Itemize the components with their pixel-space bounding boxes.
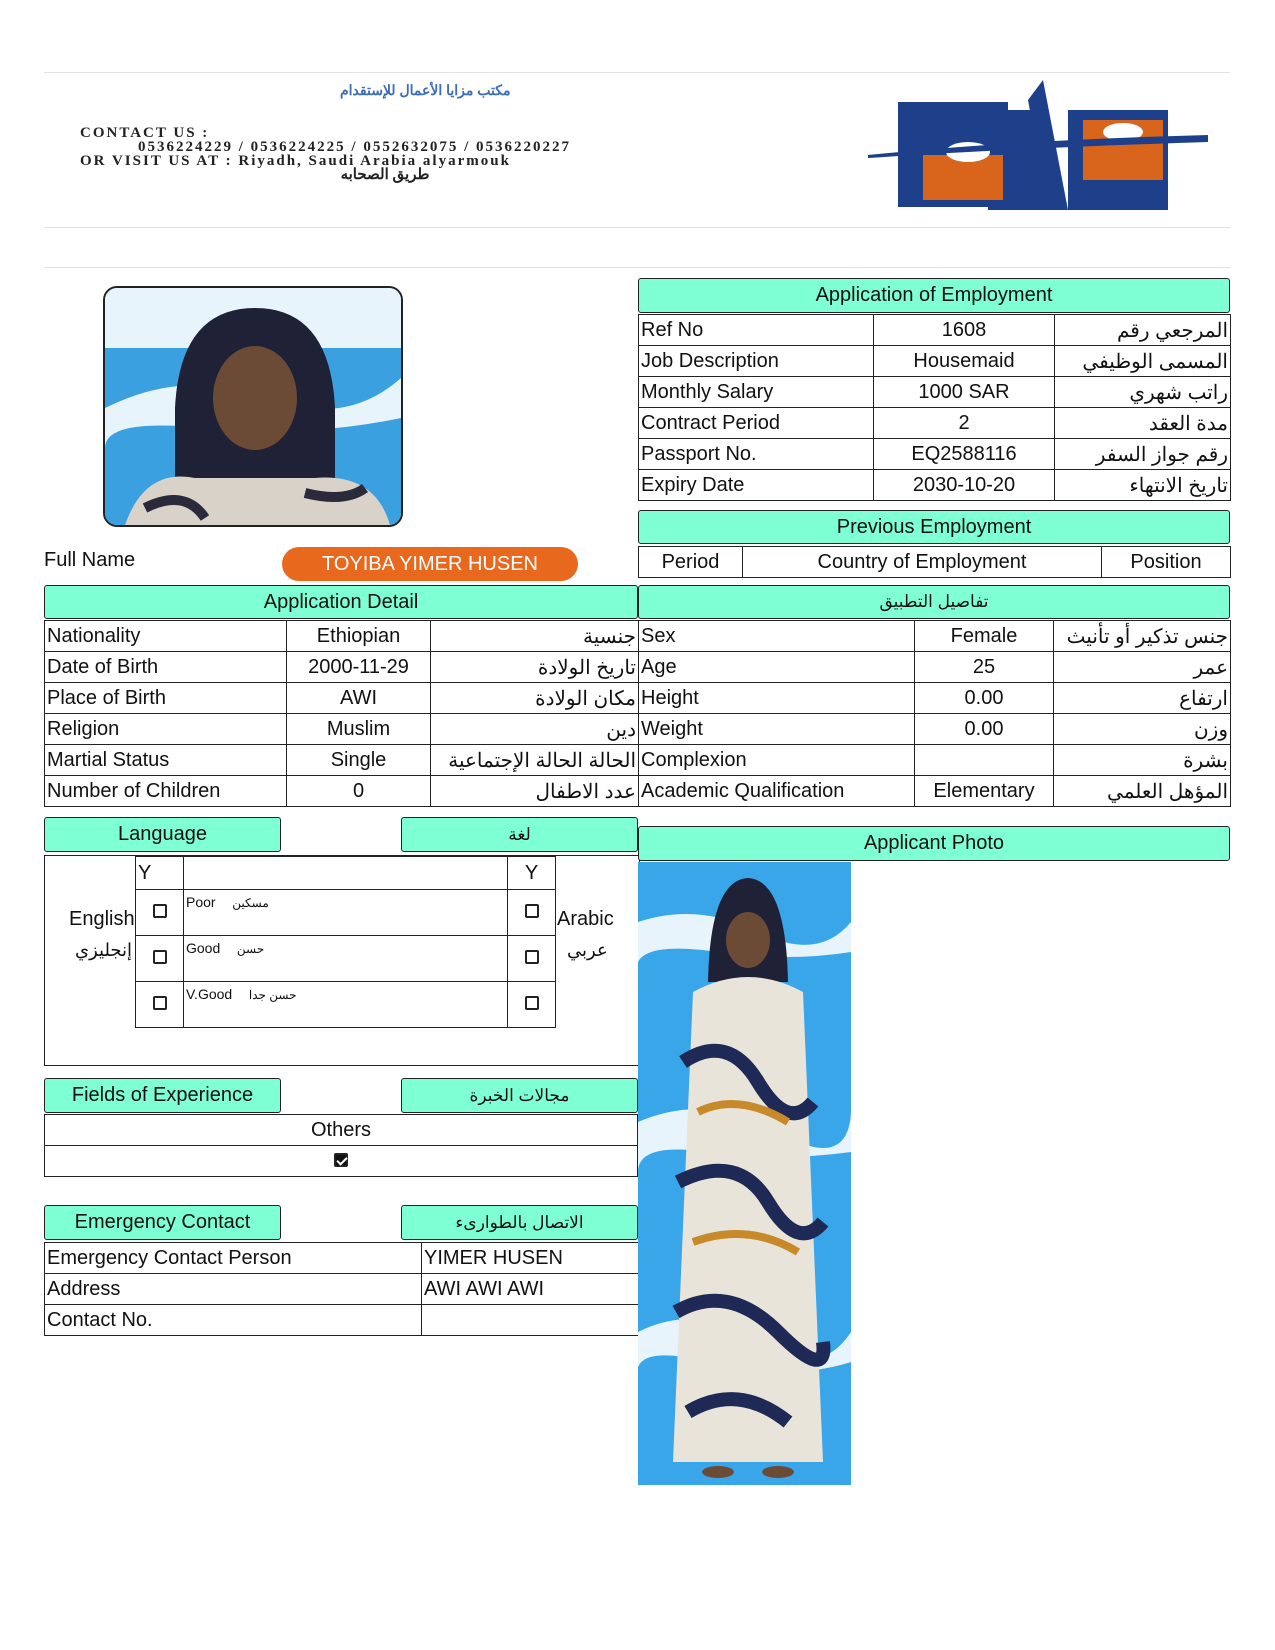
detail-ar-value: 0.00 — [915, 714, 1054, 745]
emergency-row — [45, 1243, 639, 1274]
detail-ar-row — [639, 652, 1231, 683]
employment-value: 2 — [874, 408, 1055, 439]
employment-ar: تاريخ الانتهاء — [1055, 470, 1231, 501]
application-detail-header: Application Detail — [44, 585, 638, 619]
level-good: Good — [186, 940, 221, 956]
applicant-photo-header: Applicant Photo — [638, 826, 1230, 861]
contact-line-1: CONTACT US : — [80, 125, 210, 141]
detail-ar: دين — [431, 714, 639, 745]
col-country: Country of Employment — [743, 547, 1102, 578]
employment-value: 2030-10-20 — [874, 470, 1055, 501]
detail-ar-ar: المؤهل العلمي — [1054, 776, 1231, 807]
english-label-ar: إنجليزي — [75, 940, 133, 960]
application-detail-ar-table — [638, 620, 1231, 807]
detail-row — [45, 621, 639, 652]
emergency-value: YIMER HUSEN — [422, 1243, 639, 1274]
detail-row — [45, 652, 639, 683]
detail-row — [45, 776, 639, 807]
detail-en: Religion — [45, 714, 287, 745]
detail-ar-ar: بشرة — [1054, 745, 1231, 776]
emergency-value — [422, 1305, 639, 1336]
employment-en: Job Description — [639, 346, 874, 377]
detail-value: Muslim — [287, 714, 431, 745]
col-period: Period — [639, 547, 743, 578]
detail-value: Single — [287, 745, 431, 776]
full-name-value: TOYIBA YIMER HUSEN — [282, 547, 578, 581]
detail-ar: مكان الولادة — [431, 683, 639, 714]
detail-ar-value: Elementary — [915, 776, 1054, 807]
level-vgood: V.Good — [186, 986, 233, 1002]
employment-value: EQ2588116 — [874, 439, 1055, 470]
employment-en: Contract Period — [639, 408, 874, 439]
detail-ar: جنسية — [431, 621, 639, 652]
english-poor-checkbox[interactable] — [153, 904, 167, 918]
language-table — [135, 856, 556, 1028]
applicant-full-photo — [638, 862, 851, 1485]
contact-block — [80, 126, 690, 182]
employment-row — [639, 315, 1231, 346]
detail-row — [45, 683, 639, 714]
experience-field: Others — [45, 1115, 638, 1146]
detail-ar-en: Complexion — [639, 745, 915, 776]
detail-ar-row — [639, 776, 1231, 807]
emergency-label: Emergency Contact Person — [45, 1243, 422, 1274]
detail-en: Martial Status — [45, 745, 287, 776]
level-good-ar: حسن — [236, 942, 265, 956]
language-header: Language — [44, 817, 281, 852]
employment-value: 1608 — [874, 315, 1055, 346]
experience-header: Fields of Experience — [44, 1078, 281, 1113]
contact-address: OR VISIT US AT : Riyadh, Saudi Arabia alyarmouk — [80, 153, 511, 169]
emergency-row — [45, 1274, 639, 1305]
detail-value: AWI — [287, 683, 431, 714]
application-detail-ar-header: تفاصيل التطبيق — [638, 585, 1230, 619]
employment-en: Ref No — [639, 315, 874, 346]
employment-ar: المسمى الوظيفي — [1055, 346, 1231, 377]
detail-ar-value: 25 — [915, 652, 1054, 683]
experience-header-ar: مجالات الخبرة — [401, 1078, 638, 1113]
employment-row — [639, 470, 1231, 501]
detail-ar-row — [639, 745, 1231, 776]
emergency-header-ar: الاتصال بالطوارىء — [401, 1205, 638, 1240]
detail-ar-en: Height — [639, 683, 915, 714]
arabic-y-header: Y — [508, 857, 556, 890]
detail-ar-row — [639, 621, 1231, 652]
level-poor-ar: مسكين — [232, 896, 269, 910]
employment-value: Housemaid — [874, 346, 1055, 377]
employment-table — [638, 314, 1231, 501]
experience-table — [44, 1114, 638, 1177]
contact-phones: 0536224229 / 0536224225 / 0552632075 / 0536220227 — [138, 139, 572, 155]
detail-value: Ethiopian — [287, 621, 431, 652]
detail-value: 2000-11-29 — [287, 652, 431, 683]
contact-address-ar: طريق الصحابه — [340, 167, 430, 183]
employment-value: 1000 SAR — [874, 377, 1055, 408]
office-name-arabic: مكتب مزايا الأعمال للإستقدام — [340, 82, 511, 98]
english-label: English — [69, 908, 135, 930]
employment-en: Passport No. — [639, 439, 874, 470]
detail-en: Place of Birth — [45, 683, 287, 714]
detail-ar-value: Female — [915, 621, 1054, 652]
employment-en: Monthly Salary — [639, 377, 874, 408]
emergency-header: Emergency Contact — [44, 1205, 281, 1240]
employment-ar: المرجعي رقم — [1055, 315, 1231, 346]
col-position: Position — [1102, 547, 1231, 578]
detail-en: Nationality — [45, 621, 287, 652]
detail-row — [45, 745, 639, 776]
arabic-poor-checkbox[interactable] — [525, 904, 539, 918]
employment-row — [639, 439, 1231, 470]
company-logo — [868, 80, 1218, 220]
detail-ar-value — [915, 745, 1054, 776]
detail-ar-en: Weight — [639, 714, 915, 745]
detail-ar-ar: ارتفاع — [1054, 683, 1231, 714]
employment-row — [639, 346, 1231, 377]
previous-employment-header: Previous Employment — [638, 510, 1230, 544]
english-good-checkbox[interactable] — [153, 950, 167, 964]
language-section — [44, 855, 640, 1066]
detail-value: 0 — [287, 776, 431, 807]
experience-others-checkbox[interactable] — [334, 1153, 348, 1167]
emergency-label: Contact No. — [45, 1305, 422, 1336]
emergency-table — [44, 1242, 639, 1336]
emergency-row — [45, 1305, 639, 1336]
application-detail-table — [44, 620, 639, 807]
employment-en: Expiry Date — [639, 470, 874, 501]
arabic-good-checkbox[interactable] — [525, 950, 539, 964]
emergency-label: Address — [45, 1274, 422, 1305]
arabic-label: Arabic — [557, 908, 614, 930]
detail-ar-en: Age — [639, 652, 915, 683]
detail-ar: الحالة الحالة الإجتماعية — [431, 745, 639, 776]
full-name-label: Full Name — [44, 549, 136, 571]
detail-ar-ar: وزن — [1054, 714, 1231, 745]
detail-en: Number of Children — [45, 776, 287, 807]
detail-ar-ar: عمر — [1054, 652, 1231, 683]
arabic-vgood-checkbox[interactable] — [525, 996, 539, 1010]
detail-ar-en: Sex — [639, 621, 915, 652]
previous-employment-table — [638, 546, 1231, 578]
detail-ar: عدد الاطفال — [431, 776, 639, 807]
detail-row — [45, 714, 639, 745]
detail-ar-ar: جنس تذكير أو تأنيث — [1054, 621, 1231, 652]
detail-ar-row — [639, 714, 1231, 745]
employment-row — [639, 377, 1231, 408]
english-vgood-checkbox[interactable] — [153, 996, 167, 1010]
detail-ar-row — [639, 683, 1231, 714]
detail-ar-value: 0.00 — [915, 683, 1054, 714]
english-y-header: Y — [136, 857, 184, 890]
level-poor: Poor — [186, 894, 216, 910]
employment-ar: مدة العقد — [1055, 408, 1231, 439]
employment-header: Application of Employment — [638, 278, 1230, 313]
detail-en: Date of Birth — [45, 652, 287, 683]
arabic-label-ar: عربي — [567, 940, 608, 960]
detail-ar-en: Academic Qualification — [639, 776, 915, 807]
detail-ar: تاريخ الولادة — [431, 652, 639, 683]
employment-row — [639, 408, 1231, 439]
employment-ar: راتب شهري — [1055, 377, 1231, 408]
level-vgood-ar: حسن جدا — [248, 988, 297, 1002]
emergency-value: AWI AWI AWI — [422, 1274, 639, 1305]
portrait-photo — [103, 286, 403, 527]
language-header-ar: لغة — [401, 817, 638, 852]
employment-ar: رقم جواز السفر — [1055, 439, 1231, 470]
